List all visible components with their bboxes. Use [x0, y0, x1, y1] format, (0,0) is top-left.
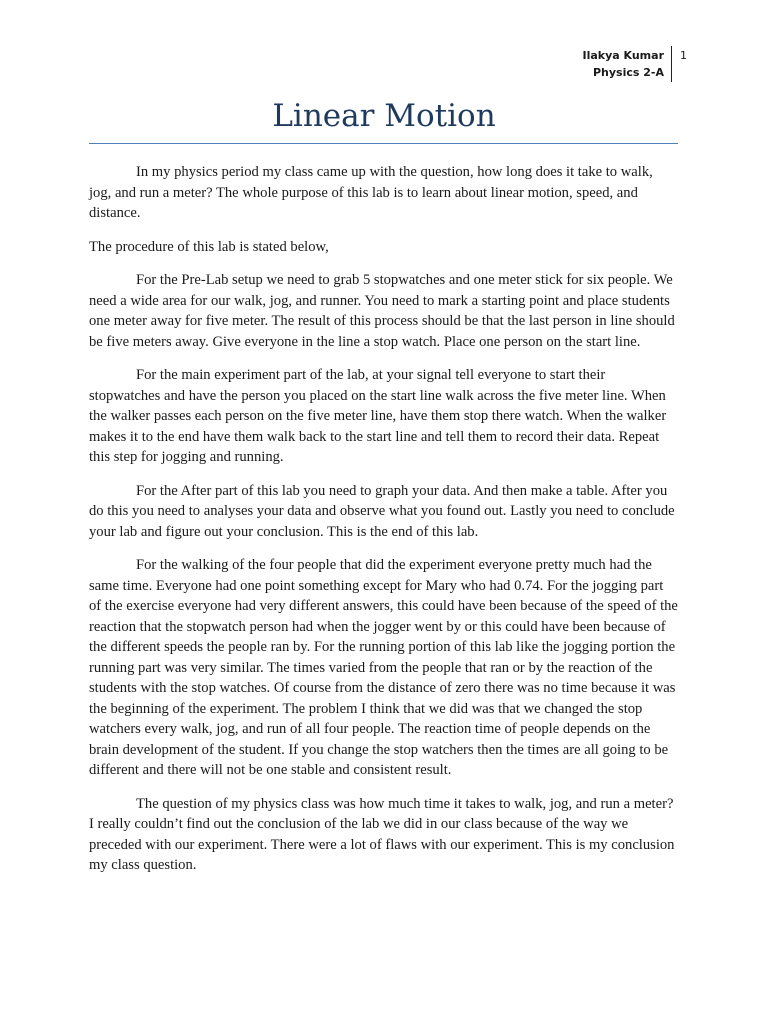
document-title: Linear Motion — [272, 98, 496, 134]
paragraph-main-experiment: For the main experiment part of the lab, at your signal tell everyone to start their stopwatches and have the person you placed on the start line walk across the five meter line. When the walker passes each person on the five meter line, have them stop there watch. When the walker makes it to the end have them walk back to the start line and tell them to record their data. Repeat this step for jogging and running. — [89, 367, 667, 465]
paragraph-after-lab: For the After part of this lab you need to graph your data. And then make a table. After you do this you need to analyses your data and observe what you found out. Lastly you need to conclude your lab and figure out your conclusion. This is the end of this lab. — [89, 482, 675, 540]
author-name: Ilakya Kumar — [582, 49, 664, 62]
paragraph-prelab: For the Pre-Lab setup we need to grab 5 stopwatches and one meter stick for six people. We need a wide area for our walk, jog, and runner. You need to mark a starting point and place students one meter away for five meter. The result of this process should be that the last person in line should be five meters away. Give everyone in the line a stop watch. Place one person on the start line. — [89, 272, 675, 350]
paragraph-conclusion: The question of my physics class was how much time it takes to walk, jog, and run a meter? I really couldn’t find out the conclusion of the lab we did in our class because of the way we preceded with our experiment. There were a lot of flaws with our experiment. This is my conclusion my class question. — [89, 795, 675, 873]
course-name: Physics 2-A — [592, 66, 664, 79]
title-underline — [89, 143, 678, 144]
paragraph-intro: In my physics period my class came up with the question, how long does it take to walk, jog, and run a meter? The whole purpose of this lab is to learn about linear motion, speed, and distance. — [89, 164, 653, 221]
document-body — [89, 162, 678, 889]
page-header — [583, 46, 673, 82]
paragraph-procedure-heading: The procedure of this lab is stated below, — [89, 238, 329, 255]
page-number: 1 — [680, 49, 687, 62]
paragraph-results: For the walking of the four people that did the experiment everyone pretty much had the same time. Everyone had one point something except for Mary who had 0.74. For the jogging part of the exercise everyone had very different answers, this could have been because of the speed of the reaction that the stopwatch person had when the jogger went by or this could have been because of the different speeds the people ran by. For the running portion of this lab like the jogging portion the running part was very similar. The times varied from the people that ran or by the reaction of the students with the stop watches. Of course from the distance of zero there was no time because it was the beginning of the experiment. The problem I think that we did was that we changed the stop watchers every walk, jog, and run of all four people. The reaction time of people depends on the brain development of the student. If you change the stop watchers then the times are all going to be different and there will not be one stable and consistent result. — [89, 557, 678, 778]
